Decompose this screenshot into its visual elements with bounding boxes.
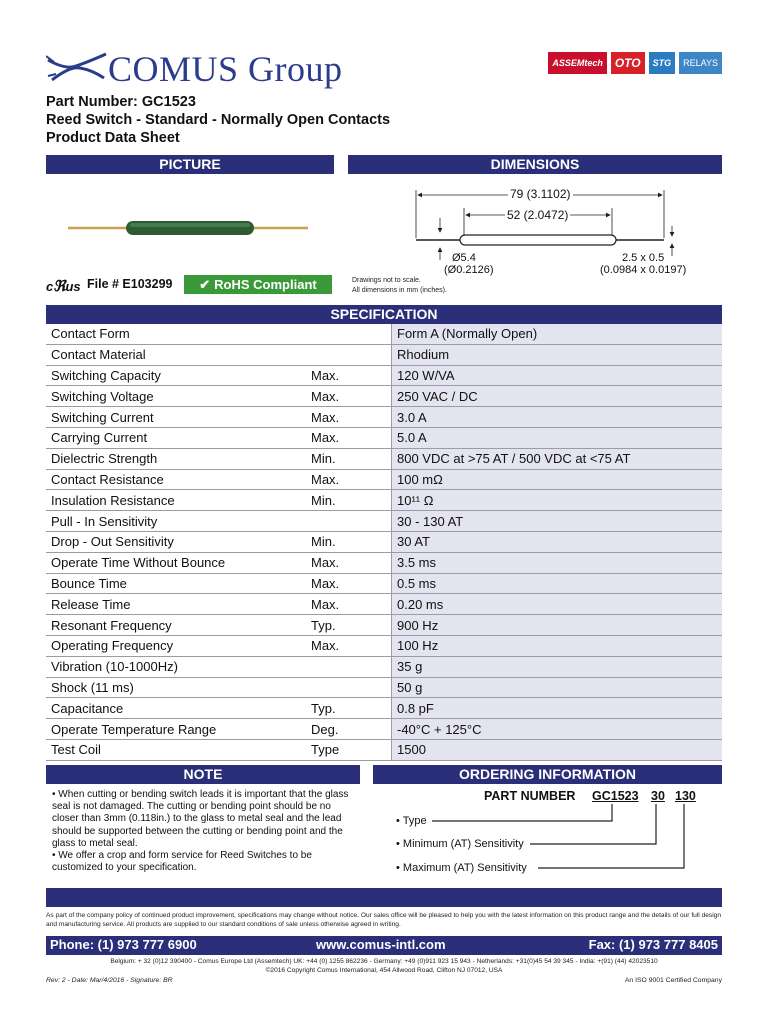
spec-row — [46, 365, 722, 386]
spec-parameter: Switching Current — [46, 407, 306, 428]
brand-stg: STG — [649, 52, 676, 74]
spec-row — [46, 573, 722, 594]
spec-parameter: Test Coil — [46, 739, 306, 760]
spec-value: 800 VDC at >75 AT / 500 VDC at <75 AT — [392, 448, 723, 469]
spec-value: 100 Hz — [392, 635, 723, 656]
spec-value: 0.5 ms — [392, 573, 723, 594]
brand-oto: OTO — [611, 52, 645, 74]
ul-file-number: File # E103299 — [87, 277, 173, 291]
part-description: Reed Switch - Standard - Normally Open Contacts — [46, 112, 391, 128]
spec-qualifier: Max. — [306, 635, 392, 656]
specification-header: SPECIFICATION — [46, 305, 722, 324]
spec-value: 250 VAC / DC — [392, 386, 723, 407]
divider-bar — [46, 888, 722, 907]
spec-value: 3.5 ms — [392, 552, 723, 573]
picture-header: PICTURE — [46, 155, 334, 174]
footer-iso: An ISO 9001 Certified Company — [624, 977, 722, 984]
ordering-min: 30 — [651, 789, 665, 803]
note-text — [52, 789, 358, 874]
spec-qualifier: Max. — [306, 427, 392, 448]
spec-qualifier — [306, 656, 392, 677]
brand-assemtech: ASSEMtech — [548, 52, 607, 74]
spec-qualifier: Max. — [306, 407, 392, 428]
note-paragraph-1: • When cutting or bending switch leads it is important that the glass seal is not damaged. The cutting or bending point should be no closer than 3mm (0.118in.) to the glass to metal seal and the lead should be supported between the cutting or bending point and the glass to metal seal. — [52, 789, 349, 849]
spec-qualifier — [306, 324, 392, 344]
spec-row — [46, 656, 722, 677]
contact-bar — [46, 936, 722, 955]
ordering-code: GC1523 — [592, 789, 639, 803]
reed-switch-image — [68, 218, 308, 238]
doc-type: Product Data Sheet — [46, 130, 180, 146]
footer-website[interactable]: www.comus-intl.com — [316, 937, 446, 952]
footer-copyright: ©2016 Copyright Comus International, 454 Allwood Road, Clifton NJ 07012, USA — [265, 967, 503, 974]
spec-parameter: Release Time — [46, 594, 306, 615]
footer-revision: Rev: 2 - Date: Mar/4/2016 - Signature: BR — [46, 977, 173, 984]
spec-parameter: Resonant Frequency — [46, 615, 306, 636]
dim-note-scale: Drawings not to scale. — [352, 277, 421, 284]
spec-row — [46, 469, 722, 490]
spec-row — [46, 344, 722, 365]
spec-qualifier: Deg. — [306, 719, 392, 740]
spec-row — [46, 615, 722, 636]
spec-value: 120 W/VA — [392, 365, 723, 386]
dim-note-units: All dimensions in mm (inches). — [352, 287, 447, 294]
spec-value: 900 Hz — [392, 615, 723, 636]
ordering-max-label: • Maximum (AT) Sensitivity — [396, 862, 527, 874]
spec-parameter: Carrying Current — [46, 427, 306, 448]
spec-parameter: Bounce Time — [46, 573, 306, 594]
footer-phone: Phone: (1) 973 777 6900 — [50, 937, 197, 952]
dim-diameter: Ø5.4 — [452, 252, 476, 264]
spec-value: Form A (Normally Open) — [392, 324, 723, 344]
spec-parameter: Operating Frequency — [46, 635, 306, 656]
ordering-max: 130 — [675, 789, 696, 803]
ordering-header: ORDERING INFORMATION — [373, 765, 722, 784]
spec-qualifier: Type — [306, 739, 392, 760]
spec-qualifier — [306, 344, 392, 365]
spec-qualifier: Typ. — [306, 615, 392, 636]
spec-parameter: Contact Form — [46, 324, 306, 344]
spec-value: 30 - 130 AT — [392, 511, 723, 532]
spec-parameter: Switching Capacity — [46, 365, 306, 386]
spec-parameter: Operate Temperature Range — [46, 719, 306, 740]
ordering-min-label: • Minimum (AT) Sensitivity — [396, 838, 524, 850]
spec-value: -40°C + 125°C — [392, 719, 723, 740]
spec-value: 50 g — [392, 677, 723, 698]
check-icon: ✔ — [199, 276, 211, 292]
brand-relays: RELAYS — [679, 52, 722, 74]
dim-lead: 2.5 x 0.5 — [622, 252, 665, 264]
spec-value: 30 AT — [392, 531, 723, 552]
spec-row — [46, 552, 722, 573]
spec-parameter: Contact Material — [46, 344, 306, 365]
spec-qualifier: Max. — [306, 573, 392, 594]
spec-row — [46, 719, 722, 740]
dim-glass: 52 (2.0472) — [507, 208, 569, 222]
spec-parameter: Pull - In Sensitivity — [46, 511, 306, 532]
spec-value: 5.0 A — [392, 427, 723, 448]
spec-row — [46, 594, 722, 615]
spec-value: 3.0 A — [392, 407, 723, 428]
ordering-label: PART NUMBER — [484, 789, 576, 803]
spec-row — [46, 677, 722, 698]
spec-qualifier: Min. — [306, 448, 392, 469]
spec-qualifier — [306, 677, 392, 698]
note-header: NOTE — [46, 765, 360, 784]
footer-offices: Belgium: + 32 (0)12 390400 - Comus Europe Ltd (Assemtech) UK: +44 (0) 1255 862236 - Germany: +49 (0)911 923 15 943 - Netherlands: +31(0)45 54 39 345 - India: +(91) (44) 42023510 — [110, 958, 658, 965]
logo-mark-icon — [46, 52, 108, 82]
part-info — [46, 93, 390, 147]
spec-parameter: Drop - Out Sensitivity — [46, 531, 306, 552]
spec-qualifier — [306, 511, 392, 532]
spec-qualifier: Min. — [306, 490, 392, 511]
dimensions-header: DIMENSIONS — [348, 155, 722, 174]
spec-qualifier: Max. — [306, 552, 392, 573]
spec-parameter: Vibration (10-1000Hz) — [46, 656, 306, 677]
spec-qualifier: Max. — [306, 469, 392, 490]
spec-value: 1500 — [392, 739, 723, 760]
spec-row — [46, 635, 722, 656]
spec-value: Rhodium — [392, 344, 723, 365]
spec-qualifier: Min. — [306, 531, 392, 552]
disclaimer: As part of the company policy of continued product improvement, specifications may change without notice. Our sales office will be pleased to help you with the latest information on this product range and the details of our full design and manufacturing service. All products are supplied to our standard conditions of sale unless otherwise agreed in writing. — [46, 912, 722, 928]
dim-overall: 79 (3.1102) — [510, 187, 571, 201]
spec-value: 0.20 ms — [392, 594, 723, 615]
rohs-badge — [184, 275, 332, 294]
spec-row — [46, 490, 722, 511]
spec-qualifier: Max. — [306, 594, 392, 615]
spec-row — [46, 531, 722, 552]
spec-parameter: Insulation Resistance — [46, 490, 306, 511]
rohs-label: RoHS Compliant — [214, 277, 317, 292]
spec-parameter: Switching Voltage — [46, 386, 306, 407]
spec-row — [46, 324, 722, 344]
spec-row — [46, 407, 722, 428]
dim-lead-in: (0.0984 x 0.0197) — [600, 264, 687, 276]
spec-row — [46, 427, 722, 448]
brand-logos — [548, 52, 722, 74]
spec-parameter: Shock (11 ms) — [46, 677, 306, 698]
spec-parameter: Operate Time Without Bounce — [46, 552, 306, 573]
ordering-type-label: • Type — [396, 815, 427, 827]
spec-value: 0.8 pF — [392, 698, 723, 719]
spec-row — [46, 511, 722, 532]
spec-qualifier: Max. — [306, 365, 392, 386]
spec-value: 10¹¹ Ω — [392, 490, 723, 511]
spec-row — [46, 739, 722, 760]
ul-mark-icon: cℜus — [46, 278, 81, 295]
note-paragraph-2: • We offer a crop and form service for Reed Switches to be customized to your specification. — [52, 850, 312, 874]
spec-row — [46, 448, 722, 469]
spec-value: 35 g — [392, 656, 723, 677]
dim-diameter-in: (Ø0.2126) — [444, 264, 494, 276]
spec-value: 100 mΩ — [392, 469, 723, 490]
company-name: COMUS Group — [108, 49, 343, 89]
spec-qualifier: Max. — [306, 386, 392, 407]
spec-table — [46, 324, 722, 761]
spec-parameter: Capacitance — [46, 698, 306, 719]
footer-fax: Fax: (1) 973 777 8405 — [588, 937, 718, 952]
spec-row — [46, 386, 722, 407]
spec-parameter: Dielectric Strength — [46, 448, 306, 469]
spec-qualifier: Typ. — [306, 698, 392, 719]
spec-row — [46, 698, 722, 719]
spec-parameter: Contact Resistance — [46, 469, 306, 490]
part-number: Part Number: GC1523 — [46, 94, 196, 110]
